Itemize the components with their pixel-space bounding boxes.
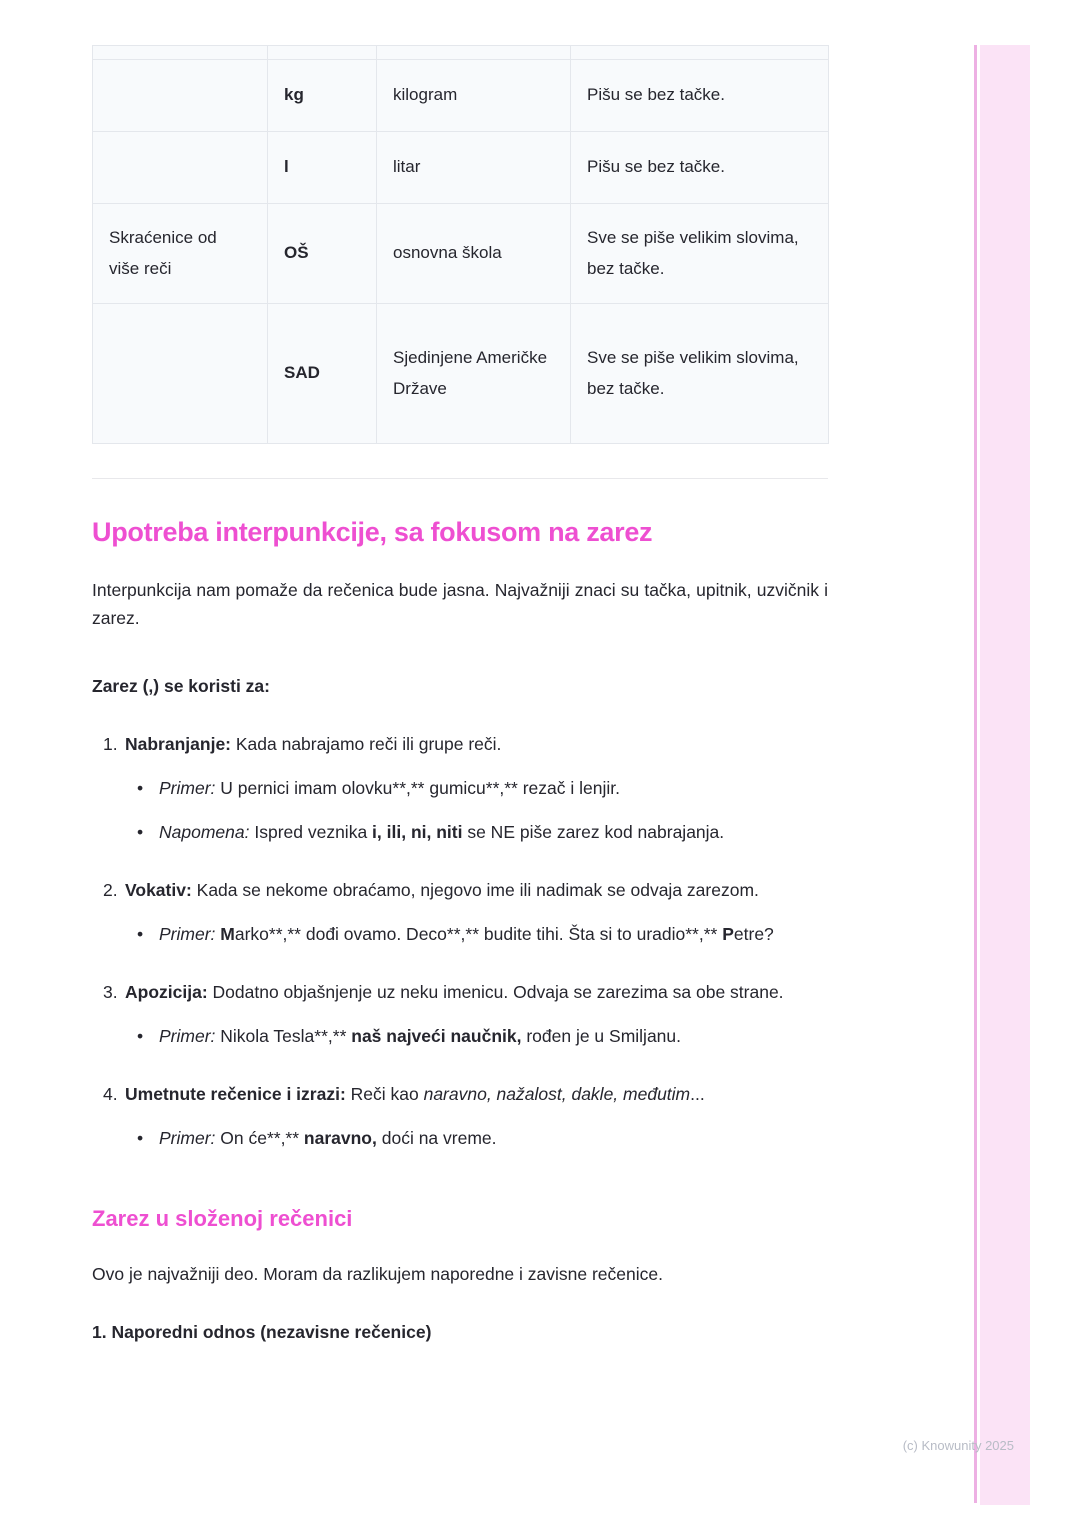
subsection-heading: Zarez u složenoj rečenici xyxy=(92,1206,353,1231)
table-cell-abbr: kg xyxy=(268,60,377,132)
bullet-primer: • Primer: U pernici imam olovku**,** gumicu**,** rezač i lenjir. xyxy=(125,774,828,802)
copyright-footer: (c) Knowunity 2025 xyxy=(902,1438,1014,1453)
list-item-number: 3. xyxy=(103,982,118,1002)
table-cell xyxy=(571,46,829,60)
comma-usage-list xyxy=(92,730,828,1152)
sub-bullets xyxy=(125,1022,828,1050)
bullet-primer: • Primer: On će**,** naravno, doći na vreme. xyxy=(125,1124,828,1152)
list-item-text: Vokativ: Kada se nekome obraćamo, njegovo ime ili nadimak se odvaja zarezom. xyxy=(125,880,759,900)
table-cell-rule: Sve se piše velikim slovima, bez tačke. xyxy=(571,304,829,444)
table-row xyxy=(93,132,829,204)
bullet-dot: • xyxy=(137,778,144,798)
table-cell xyxy=(268,46,377,60)
table-row xyxy=(93,204,829,304)
section-divider xyxy=(92,478,828,479)
intro-paragraph: Interpunkcija nam pomaže da rečenica bude jasna. Najvažniji znaci su tačka, upitnik, uzvičnik i zarez. xyxy=(92,580,828,628)
bullet-dot: • xyxy=(137,1026,144,1046)
list-item-nabrajanje xyxy=(92,730,828,846)
right-accent-band xyxy=(980,45,1030,1505)
table-cell-meaning: litar xyxy=(377,132,571,204)
sub-bullets xyxy=(125,920,828,948)
table-cell xyxy=(93,46,268,60)
list-item-number: 2. xyxy=(103,880,118,900)
section-heading: Upotreba interpunkcije, sa fokusom na zarez xyxy=(92,517,653,547)
table-cell-category: Skraćenice od više reči xyxy=(93,204,268,304)
table-cell-abbr: l xyxy=(268,132,377,204)
table-cell-abbr: OŠ xyxy=(268,204,377,304)
table-cell-meaning: kilogram xyxy=(377,60,571,132)
subsection-subtitle: 1. Naporedni odnos (nezavisne rečenice) xyxy=(92,1322,432,1342)
table-row-fragment xyxy=(93,46,829,60)
bullet-dot: • xyxy=(137,924,144,944)
table-cell-category xyxy=(93,60,268,132)
list-item-apozicija xyxy=(92,978,828,1050)
table-cell-category xyxy=(93,304,268,444)
list-item-number: 1. xyxy=(103,734,118,754)
table-cell xyxy=(377,46,571,60)
subsection-intro: Ovo je najvažniji deo. Moram da razlikujem naporedne i zavisne rečenice. xyxy=(92,1264,663,1284)
right-accent-line xyxy=(974,45,977,1503)
bullet-primer: • Primer: Marko**,** dođi ovamo. Deco**,** budite tihi. Šta si to uradio**,** Petre? xyxy=(125,920,828,948)
abbreviations-table xyxy=(92,45,829,444)
table-row xyxy=(93,304,829,444)
bullet-dot: • xyxy=(137,822,144,842)
list-item-text: Nabranjanje: Kada nabrajamo reči ili grupe reči. xyxy=(125,734,502,754)
sub-bullets xyxy=(125,1124,828,1152)
list-item-number: 4. xyxy=(103,1084,118,1104)
bullet-dot: • xyxy=(137,1128,144,1148)
list-item-text: Apozicija: Dodatno objašnjenje uz neku imenicu. Odvaja se zarezima sa obe strane. xyxy=(125,982,784,1002)
table-cell-meaning: Sjedinjene Američke Države xyxy=(377,304,571,444)
table-cell-meaning: osnovna škola xyxy=(377,204,571,304)
list-item-vokativ xyxy=(92,876,828,948)
table-cell-rule: Sve se piše velikim slovima, bez tačke. xyxy=(571,204,829,304)
bullet-napomena: • Napomena: Ispred veznika i, ili, ni, niti se NE piše zarez kod nabrajanja. xyxy=(125,818,828,846)
table-cell-abbr: SAD xyxy=(268,304,377,444)
table-cell-category xyxy=(93,132,268,204)
table-cell-rule: Pišu se bez tačke. xyxy=(571,132,829,204)
list-item-text: Umetnute rečenice i izrazi: Reči kao naravno, nažalost, dakle, međutim... xyxy=(125,1084,705,1104)
table-cell-rule: Pišu se bez tačke. xyxy=(571,60,829,132)
usage-title: Zarez (,) se koristi za: xyxy=(92,676,270,696)
list-item-umetnute xyxy=(92,1080,828,1152)
table-row xyxy=(93,60,829,132)
sub-bullets xyxy=(125,774,828,846)
bullet-primer: • Primer: Nikola Tesla**,** naš najveći naučnik, rođen je u Smiljanu. xyxy=(125,1022,828,1050)
